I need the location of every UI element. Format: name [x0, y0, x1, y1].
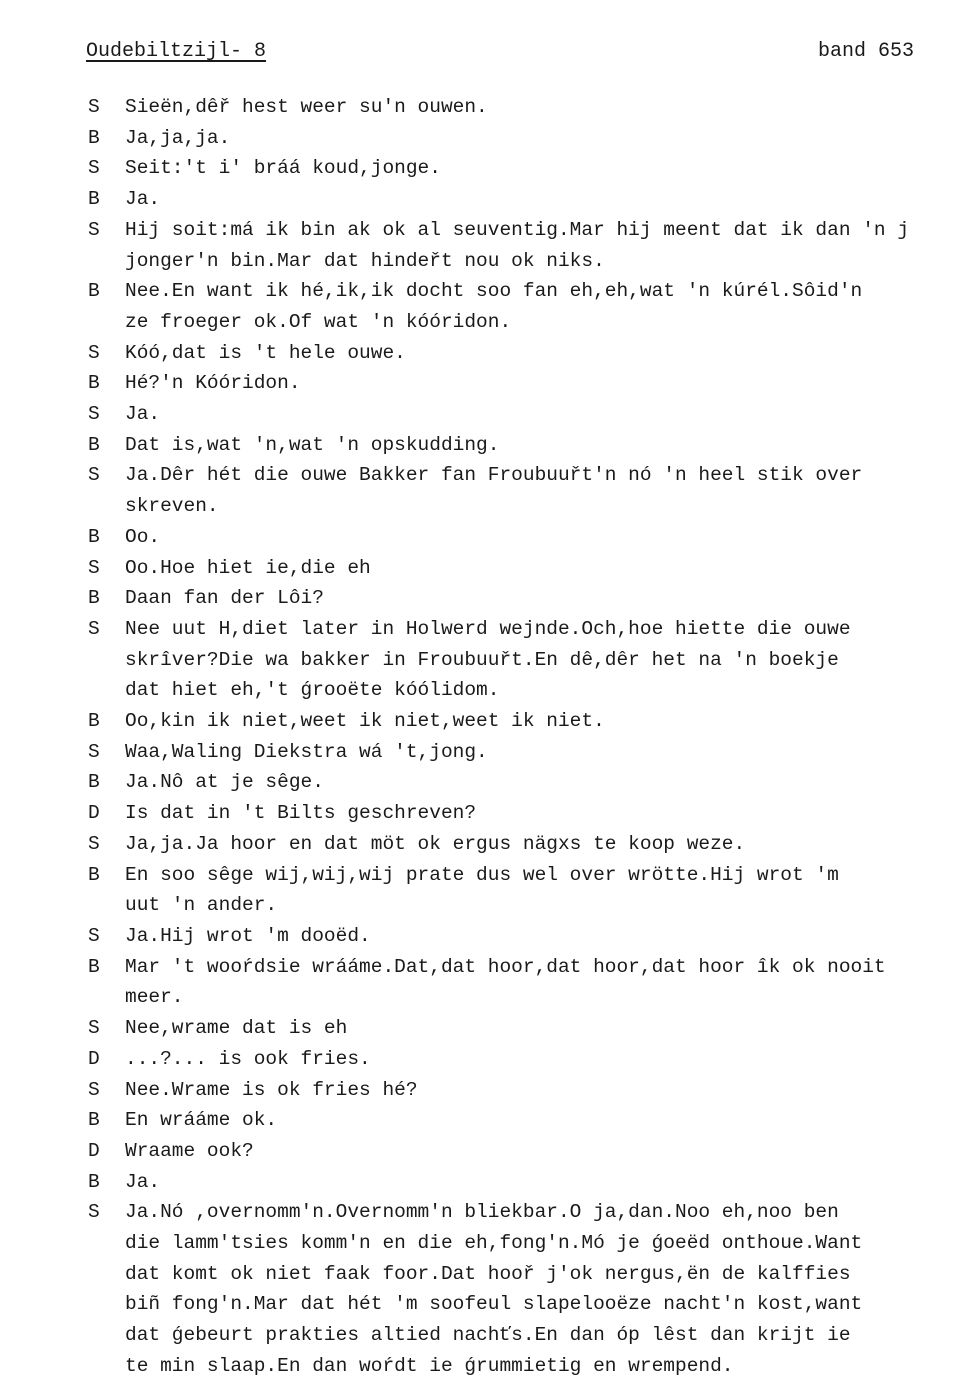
utterance-text: Dat is,wat 'n,wat 'n opskudding.	[125, 433, 500, 456]
speaker-label	[88, 982, 125, 1013]
utterance-text: uut 'n ander.	[125, 894, 278, 917]
dialogue-line	[88, 921, 968, 952]
speaker-label	[88, 1289, 125, 1320]
speaker-label	[88, 645, 125, 676]
utterance-text: Oo,kin ik niet,weet ik niet,weet ik niet.	[125, 710, 605, 733]
utterance-text: Oo.	[125, 525, 161, 548]
dialogue-line	[88, 798, 968, 829]
speaker-label	[88, 890, 125, 921]
utterance-text: Hij soit:má ik bin ak ok al seuventig.Mar hij meent dat ik dan 'n j	[125, 218, 910, 241]
dialogue-line	[88, 399, 968, 430]
speaker-label	[88, 491, 125, 522]
speaker-label: D	[88, 1139, 100, 1162]
dialogue-line	[88, 737, 968, 768]
speaker-label: S	[88, 341, 100, 364]
speaker-label	[88, 1351, 125, 1382]
speaker-label	[88, 1320, 125, 1351]
dialogue-line	[88, 1228, 968, 1259]
utterance-text: Kóó,dat is 't hele ouwe.	[125, 341, 406, 364]
dialogue-line	[88, 1351, 968, 1382]
dialogue-line	[88, 614, 968, 645]
speaker-label: S	[88, 464, 100, 487]
dialogue-line	[88, 553, 968, 584]
utterance-text: Oo.Hoe hiet ie,die eh	[125, 556, 371, 579]
speaker-label: B	[88, 1109, 100, 1132]
speaker-label	[88, 1228, 125, 1259]
speaker-label: S	[88, 832, 100, 855]
utterance-text: Ja.Nô at je sêge.	[125, 771, 324, 794]
dialogue-line	[88, 1197, 968, 1228]
dialogue-line	[88, 522, 968, 553]
utterance-text: Wraame ook?	[125, 1139, 254, 1162]
speaker-label: S	[88, 924, 100, 947]
utterance-text: Seit:'t i' bráá koud,jonge.	[125, 157, 441, 180]
dialogue-line	[88, 215, 968, 246]
speaker-label: S	[88, 1201, 100, 1224]
speaker-label: S	[88, 556, 100, 579]
utterance-text: En wrááme ok.	[125, 1109, 278, 1132]
utterance-text: Daan fan der Lôi?	[125, 587, 324, 610]
dialogue-line	[88, 368, 968, 399]
utterance-text: Ja.Hij wrot 'm dooëd.	[125, 924, 371, 947]
speaker-label: S	[88, 740, 100, 763]
page-title: Oudebiltzijl- 8	[86, 40, 267, 63]
utterance-text: skreven.	[125, 495, 219, 518]
utterance-text: Mar 't wooŕdsie wrááme.Dat,dat hoor,dat hoor,dat hoor îk ok nooit	[125, 955, 886, 978]
dialogue-line	[88, 982, 968, 1013]
utterance-text: Ja.	[125, 403, 161, 426]
speaker-label	[88, 246, 125, 277]
utterance-text: Ja.	[125, 188, 161, 211]
dialogue-line	[88, 829, 968, 860]
dialogue-line	[88, 767, 968, 798]
utterance-text: Is dat in 't Bilts geschreven?	[125, 802, 477, 825]
utterance-text: dat hiet eh,'t ǵrooëte kóólidom.	[125, 679, 500, 702]
dialogue-transcript	[88, 92, 968, 1382]
speaker-label: S	[88, 218, 100, 241]
speaker-label: B	[88, 863, 100, 886]
utterance-text: Ja,ja,ja.	[125, 126, 231, 149]
speaker-label: S	[88, 1078, 100, 1101]
speaker-label: B	[88, 372, 100, 395]
dialogue-line	[88, 430, 968, 461]
utterance-text: skrîver?Die wa bakker in Froubuuřt.En dê,dêr het na 'n boekje	[125, 648, 839, 671]
utterance-text: Nee,wrame dat is eh	[125, 1017, 348, 1040]
dialogue-line	[88, 645, 968, 676]
utterance-text: jonger'n bin.Mar dat hindeřt nou ok niks.	[125, 249, 605, 272]
utterance-text: dat komt ok niet faak foor.Dat hooř j'ok nergus,ën de kalffies	[125, 1262, 851, 1285]
speaker-label	[88, 307, 125, 338]
speaker-label: D	[88, 1047, 100, 1070]
speaker-label: S	[88, 403, 100, 426]
utterance-text: Nee uut H,diet later in Holwerd wejnde.Och,hoe hiette die ouwe	[125, 617, 851, 640]
dialogue-line	[88, 338, 968, 369]
utterance-text: meer.	[125, 986, 184, 1009]
speaker-label: B	[88, 188, 100, 211]
speaker-label: B	[88, 280, 100, 303]
dialogue-line	[88, 1013, 968, 1044]
speaker-label	[88, 1259, 125, 1290]
dialogue-line	[88, 491, 968, 522]
speaker-label	[88, 675, 125, 706]
speaker-label: B	[88, 525, 100, 548]
dialogue-line	[88, 1044, 968, 1075]
utterance-text: Ja.Dêr hét die ouwe Bakker fan Froubuuřt'n nó 'n heel stik over	[125, 464, 863, 487]
utterance-text: dat ǵebeurt prakties altied nachťs.En dan óp lêst dan krijt ie	[125, 1324, 851, 1347]
utterance-text: biñ fong'n.Mar dat hét 'm soofeul slapelooëze nacht'n kost,want	[125, 1293, 863, 1316]
speaker-label: S	[88, 617, 100, 640]
speaker-label: S	[88, 157, 100, 180]
speaker-label: B	[88, 955, 100, 978]
band-number: band 653	[818, 40, 915, 63]
utterance-text: Hé?'n Kóóridon.	[125, 372, 301, 395]
dialogue-line	[88, 153, 968, 184]
utterance-text: Nee.Wrame is ok fries hé?	[125, 1078, 418, 1101]
dialogue-line	[88, 952, 968, 983]
utterance-text: En soo sêge wij,wij,wij prate dus wel over wrötte.Hij wrot 'm	[125, 863, 839, 886]
utterance-text: die lamm'tsies komm'n en die eh,fong'n.Mó je ǵoeëd onthoue.Want	[125, 1232, 863, 1255]
speaker-label: S	[88, 96, 100, 118]
speaker-label: B	[88, 126, 100, 149]
utterance-text: ze froeger ok.Of wat 'n kóóridon.	[125, 310, 512, 333]
utterance-text: te min slaap.En dan woŕdt ie ǵrummietig en wrempend.	[125, 1354, 734, 1377]
speaker-label: B	[88, 1170, 100, 1193]
utterance-text: Ja,ja.Ja hoor en dat möt ok ergus nägxs te koop weze.	[125, 832, 746, 855]
dialogue-line	[88, 675, 968, 706]
speaker-label: B	[88, 433, 100, 456]
dialogue-line	[88, 583, 968, 614]
speaker-label: B	[88, 771, 100, 794]
dialogue-line	[88, 123, 968, 154]
speaker-label: D	[88, 802, 100, 825]
dialogue-line	[88, 1167, 968, 1198]
dialogue-line	[88, 276, 968, 307]
utterance-text: Ja.	[125, 1170, 161, 1193]
utterance-text: Waa,Waling Diekstra wá 't,jong.	[125, 740, 488, 763]
dialogue-line	[88, 1289, 968, 1320]
dialogue-line	[88, 1075, 968, 1106]
dialogue-line	[88, 1105, 968, 1136]
dialogue-line	[88, 460, 968, 491]
dialogue-line	[88, 92, 968, 123]
dialogue-line	[88, 706, 968, 737]
speaker-label: B	[88, 710, 100, 733]
utterance-text: Sieën,dêř hest weer su'n ouwen.	[125, 96, 488, 118]
utterance-text: Nee.En want ik hé,ik,ik docht soo fan eh,eh,wat 'n kúrél.Sôid'n	[125, 280, 863, 303]
dialogue-line	[88, 1136, 968, 1167]
dialogue-line	[88, 1320, 968, 1351]
dialogue-line	[88, 1259, 968, 1290]
dialogue-line	[88, 860, 968, 891]
dialogue-line	[88, 307, 968, 338]
utterance-text: Ja.Nó ,overnomm'n.Overnomm'n bliekbar.O ja,dan.Noo eh,noo ben	[125, 1201, 839, 1224]
utterance-text: ...?... is ook fries.	[125, 1047, 371, 1070]
dialogue-line	[88, 184, 968, 215]
dialogue-line	[88, 890, 968, 921]
speaker-label: S	[88, 1017, 100, 1040]
speaker-label: B	[88, 587, 100, 610]
dialogue-line	[88, 246, 968, 277]
